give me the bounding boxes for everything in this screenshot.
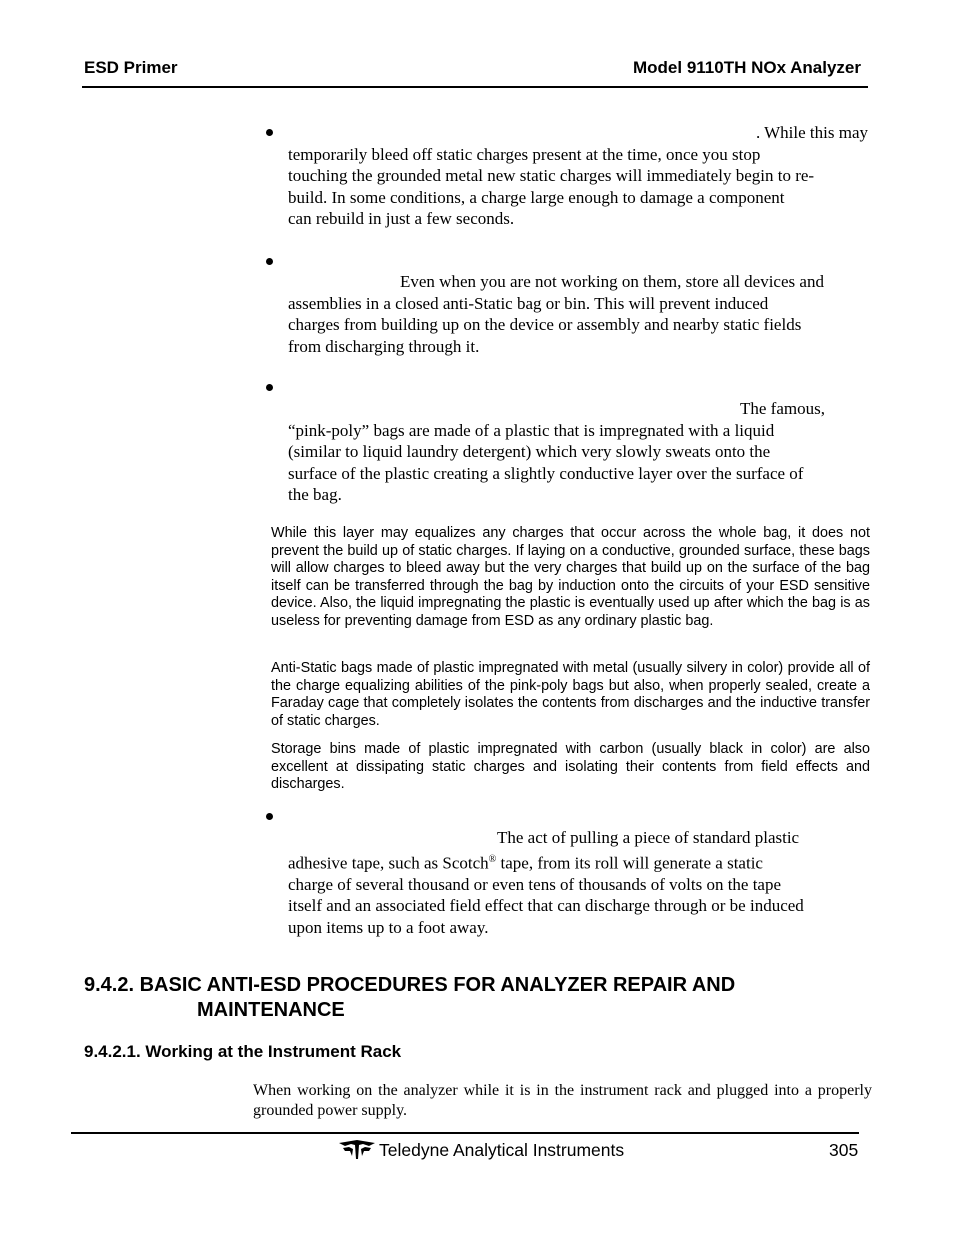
bullet-1-line-5: can rebuild in just a few seconds. — [288, 209, 515, 228]
section-heading: 9.4.2. BASIC ANTI-ESD PROCEDURES FOR ANALYZER REPAIR AND MAINTENANCE — [84, 974, 736, 1021]
bullet-3-line-2: “pink-poly” bags are made of a plastic that is impregnated with a liquid — [288, 420, 775, 440]
header-right-title: Model 9110TH NOx Analyzer — [632, 58, 861, 77]
bullet-3-text — [288, 398, 872, 506]
bullet-3-line-5: the bag. — [288, 485, 342, 504]
bullet-dot — [266, 384, 273, 391]
bullet-2-line-4: from discharging through it. — [288, 336, 480, 356]
bullet-4-line-4: itself and an associated field effect that can discharge through or be induced — [288, 896, 804, 916]
registered-mark: ® — [488, 853, 497, 865]
bullet-4-line-1: The act of pulling a piece of standard plastic — [497, 828, 800, 847]
header-left-title: ESD Primer — [84, 58, 178, 77]
bullet-dot — [266, 813, 273, 820]
bullet-2-text — [288, 271, 872, 357]
bullet-4-line-2: adhesive tape, such as Scotch® tape, from its roll will generate a static — [288, 853, 763, 873]
bullet-3-line-4: surface of the plastic creating a slightly conductive layer over the surface of — [288, 463, 804, 483]
bullet-dot — [266, 258, 273, 265]
footer-rule — [71, 1132, 859, 1134]
bullet-1-text — [288, 122, 872, 230]
subsection-heading: 9.4.2.1. Working at the Instrument Rack — [84, 1042, 402, 1061]
bullet-4-line-5: upon items up to a foot away. — [288, 917, 489, 937]
bullet-3-line-1: The famous, — [740, 399, 825, 418]
bullet-2-line-3: charges from building up on the device or assembly and nearby static fields — [288, 315, 802, 334]
instrument-rack-paragraph: When working on the analyzer while it is in the instrument rack and plugged into a properly grounded power supply. — [253, 1082, 872, 1119]
footer-company: Teledyne Analytical Instruments — [379, 1140, 625, 1160]
footer-page-number: 305 — [829, 1140, 859, 1160]
header-rule — [82, 86, 868, 88]
teledyne-logo-icon — [339, 1140, 375, 1160]
bullet-1-line-1: . While this may — [755, 123, 868, 142]
bullet-4-text — [288, 827, 872, 938]
bullet-4-line-3: charge of several thousand or even tens of thousands of volts on the tape — [288, 874, 782, 894]
bullet-1-line-3: touching the grounded metal new static charges will immediately begin to re- — [288, 166, 815, 185]
paragraph-metal-bags: Anti-Static bags made of plastic impregnated with metal (usually silvery in color) provide all of the charge equalizing abilities of the pink-poly bags but also, when properly sealed, create a Faraday cage that completely isolates the contents from discharges and the inductive transfer of static charges. — [271, 660, 870, 729]
paragraph-carbon-bins: Storage bins made of plastic impregnated with carbon (usually black in color) are also excellent at dissipating static charges and isolating their contents from field effects and discharges. — [271, 741, 870, 793]
paragraph-pink-poly: While this layer may equalizes any charges that occur across the whole bag, it does not prevent the build up of static charges. If laying on a conductive, grounded surface, these bags will allow charges to bleed away but the very charges that build up on the surface of the bag itself can be transferred through the bag by induction onto the circuits of your ESD sensitive device. Also, the liquid impregnating the plastic is eventually used up after which the bag is as useless for preventing damage from ESD as any ordinary plastic bag. — [271, 525, 870, 629]
bullet-3-line-3: (similar to liquid laundry detergent) which very slowly sweats onto the — [288, 442, 771, 461]
bullet-1-line-4: build. In some conditions, a charge large enough to damage a component — [288, 187, 785, 207]
bullet-dot — [266, 129, 273, 136]
bullet-2-line-2: assemblies in a closed anti-Static bag or bin. This will prevent induced — [288, 293, 769, 313]
bullet-2-line-1: Even when you are not working on them, store all devices and — [400, 272, 824, 291]
bullet-1-line-2: temporarily bleed off static charges present at the time, once you stop — [288, 144, 761, 164]
